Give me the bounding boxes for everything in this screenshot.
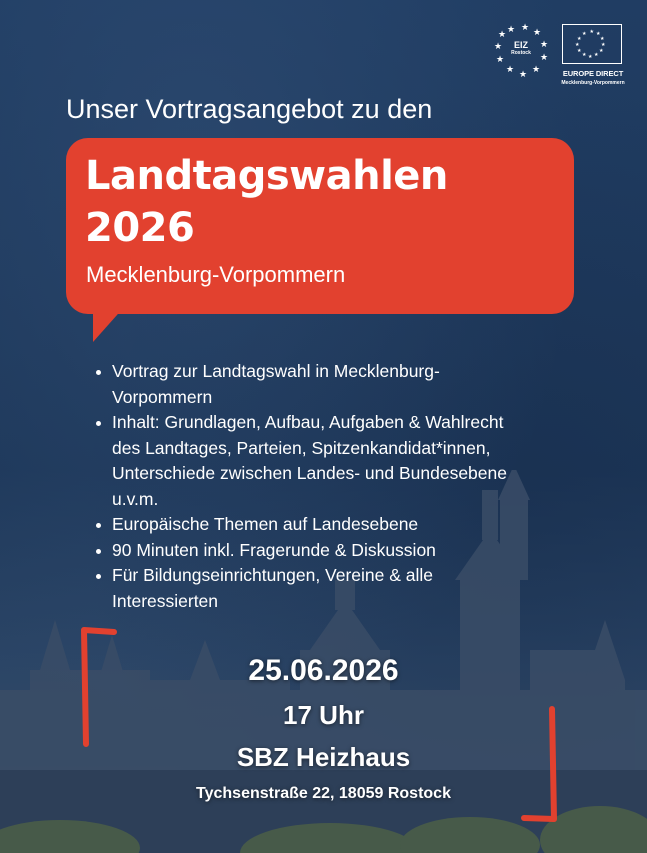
europe-direct-logo bbox=[560, 24, 626, 94]
svg-text:★: ★ bbox=[575, 42, 580, 48]
svg-text:★: ★ bbox=[532, 64, 541, 74]
svg-text:★: ★ bbox=[533, 27, 542, 37]
svg-text:★: ★ bbox=[594, 52, 599, 58]
svg-text:★: ★ bbox=[507, 24, 516, 34]
title-line-1: Landtagswahlen bbox=[85, 153, 448, 199]
svg-text:★: ★ bbox=[589, 29, 594, 35]
europe-direct-subtitle: Mecklenburg-Vorpommern bbox=[561, 80, 625, 86]
list-item: Europäische Themen auf Landesebene bbox=[93, 512, 533, 538]
list-item: 90 Minuten inkl. Fragerunde & Diskussion bbox=[93, 538, 533, 564]
list-item: Für Bildungseinrichtungen, Vereine & alle Interessierten bbox=[93, 563, 533, 614]
main-title bbox=[85, 150, 448, 254]
region-subtitle: Mecklenburg-Vorpommern bbox=[86, 262, 346, 287]
svg-text:★: ★ bbox=[600, 36, 605, 42]
svg-text:★: ★ bbox=[582, 52, 587, 58]
svg-text:★: ★ bbox=[506, 64, 515, 74]
svg-text:★: ★ bbox=[599, 48, 604, 54]
title-line-2: 2026 bbox=[85, 205, 195, 251]
event-time: 17 Uhr bbox=[283, 700, 364, 730]
svg-text:★: ★ bbox=[596, 31, 601, 37]
speech-bubble-tail bbox=[93, 306, 125, 342]
svg-text:★: ★ bbox=[582, 31, 587, 37]
svg-text:★: ★ bbox=[496, 54, 505, 64]
svg-text:★: ★ bbox=[588, 54, 593, 60]
topic-list bbox=[93, 359, 533, 614]
svg-text:★: ★ bbox=[519, 69, 528, 79]
svg-text:★: ★ bbox=[540, 52, 549, 62]
svg-text:★: ★ bbox=[601, 42, 606, 48]
event-date: 25.06.2026 bbox=[248, 654, 399, 687]
list-item: Inhalt: Grundlagen, Aufbau, Aufgaben & Wahlrecht des Landtages, Parteien, Spitzenkandidat*innen, Unterschiede zwischen Landes- und Bundesebene u.v.m. bbox=[93, 410, 533, 512]
event-venue: SBZ Heizhaus bbox=[236, 742, 411, 772]
svg-text:★: ★ bbox=[577, 48, 582, 54]
intro-heading: Unser Vortragsangebot zu den bbox=[66, 94, 433, 124]
event-details bbox=[0, 654, 647, 804]
svg-text:★: ★ bbox=[498, 29, 507, 39]
svg-text:★: ★ bbox=[521, 22, 530, 32]
svg-text:★: ★ bbox=[577, 36, 582, 42]
event-address: Tychsenstraße 22, 18059 Rostock bbox=[196, 785, 451, 802]
eu-flag-icon bbox=[562, 24, 622, 64]
svg-text:★: ★ bbox=[494, 41, 503, 51]
eiz-logo-text: EIZ Rostock bbox=[511, 40, 531, 56]
europe-direct-title: EUROPE DIRECT bbox=[562, 69, 624, 78]
svg-text:★: ★ bbox=[540, 39, 549, 49]
list-item: Vortrag zur Landtagswahl in Mecklenburg-Vorpommern bbox=[93, 359, 533, 410]
